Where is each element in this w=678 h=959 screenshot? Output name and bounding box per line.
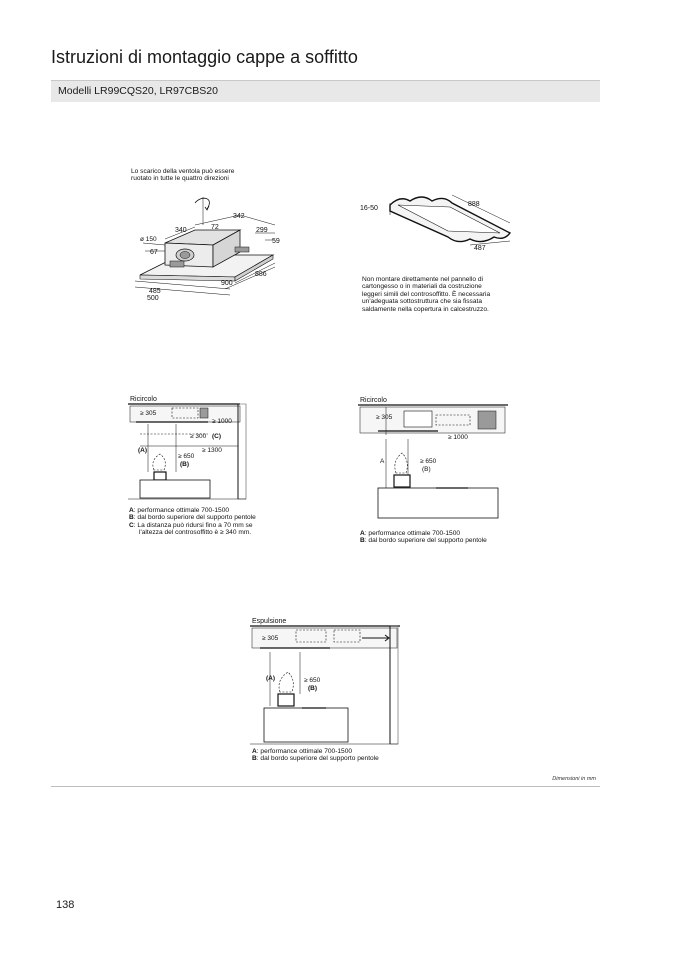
legend-row: C: La distanza può ridursi fino a 70 mm se [129, 521, 253, 529]
unit-caption: Lo scarico della ventola può essere ruotato in tutte le quattro direzioni [131, 168, 235, 183]
recirc1-legend [129, 507, 256, 537]
legend-row: A: performance ottimale 700-1500 [129, 507, 230, 514]
dim-487: 487 [474, 245, 486, 252]
exhaust-figure [250, 616, 405, 746]
recirc2-label: Ricircolo [360, 397, 387, 404]
recirc1-label-c: (C) [212, 433, 222, 440]
legend-row: B: dal bordo superiore del supporto pentole [129, 514, 256, 522]
legend-row: B: dal bordo superiore del supporto pentole [360, 537, 487, 545]
recirc1-dim-300: ≥ 300 [190, 433, 207, 440]
recirc1-dim-305: ≥ 305 [140, 410, 157, 417]
recirc2-legend [360, 530, 487, 545]
recirc2-dim-305: ≥ 305 [376, 414, 393, 421]
frame-dimension-figure [360, 183, 520, 255]
model-bar: Modelli LR99CQS20, LR97CBS20 [51, 80, 600, 102]
recirc2-label-a: A [380, 458, 385, 465]
dim-299: 299 [256, 227, 268, 234]
recirc1-dim-1000: ≥ 1000 [212, 418, 232, 425]
footer-rule [51, 786, 600, 787]
dim-500: 500 [147, 295, 159, 302]
frame-caption: Non montare direttamente nel pannello di cartongesso o in materiali da costruzione leggeri simili del controsoffitto. È necessaria un'adeguata sottostruttura che sia fissata saldamente nella copertura in calcestruzzo. [362, 276, 491, 313]
recirc1-dim-650: ≥ 650 [178, 453, 195, 460]
exhaust-legend [252, 748, 379, 763]
dim-72: 72 [211, 224, 219, 231]
page-number: 138 [56, 899, 75, 911]
dim-900: 900 [221, 280, 233, 287]
recirc-figure-1 [128, 394, 253, 504]
dim-485: 485 [149, 288, 161, 295]
dim-16-50: 16-50 [360, 205, 378, 212]
recirc1-label-b: (B) [180, 461, 190, 468]
recirc2-dim-650: ≥ 650 [420, 458, 437, 465]
legend-row: l'altezza del controsoffitto è ≥ 340 mm. [139, 529, 252, 537]
exhaust-dim-305: ≥ 305 [262, 635, 279, 642]
dim-67: 67 [150, 249, 158, 256]
legend-row: A: performance ottimale 700-1500 [252, 748, 353, 755]
dim-888: 888 [468, 201, 480, 208]
dim-342: 342 [233, 213, 245, 220]
dim-340: 340 [175, 227, 187, 234]
recirc1-label: Ricircolo [130, 396, 157, 403]
dim-150: ø 150 [140, 236, 157, 243]
page-title: Istruzioni di montaggio cappe a soffitto [51, 47, 358, 67]
legend-row: A: performance ottimale 700-1500 [360, 530, 461, 537]
units-note: Dimensioni in mm [552, 776, 596, 782]
unit-dimension-figure [125, 185, 295, 310]
legend-row: B: dal bordo superiore del supporto pentole [252, 755, 379, 763]
recirc1-label-a: (A) [138, 447, 148, 454]
recirc-figure-2 [358, 395, 518, 525]
exhaust-label-b: (B) [308, 685, 318, 692]
exhaust-label: Espulsione [252, 618, 287, 625]
recirc2-label-b: (B) [422, 466, 431, 473]
dim-59: 59 [272, 238, 280, 245]
recirc1-dim-1300: ≥ 1300 [202, 447, 222, 454]
exhaust-dim-650: ≥ 650 [304, 677, 321, 684]
exhaust-label-a: (A) [266, 675, 276, 682]
recirc2-dim-1000: ≥ 1000 [448, 434, 468, 441]
dim-886: 886 [255, 271, 267, 278]
